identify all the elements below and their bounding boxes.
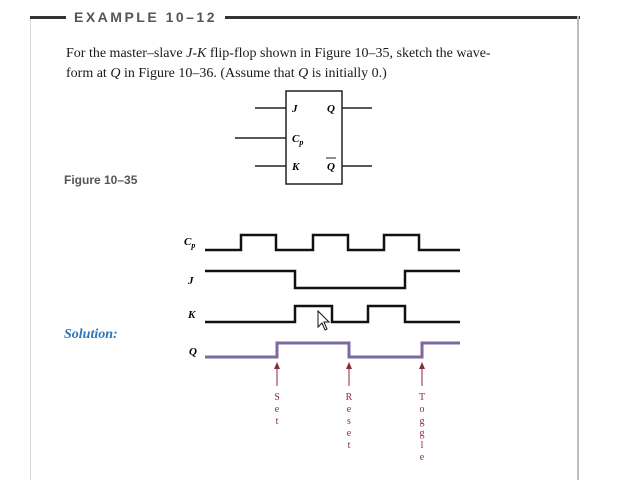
svg-text:t: t [347, 440, 351, 451]
cp-waveform [205, 235, 460, 250]
svg-text:l: l [420, 440, 424, 451]
svg-text:o: o [419, 404, 425, 415]
svg-text:R: R [345, 392, 353, 403]
svg-text:e: e [346, 428, 352, 439]
set-marker [274, 362, 280, 386]
pin-k-label: K [292, 161, 300, 173]
q-waveform [205, 343, 460, 357]
svg-text:g: g [419, 428, 425, 439]
problem-statement: For the master–slave J-K flip-flop shown in Figure 10–35, sketch the wave- form at Q in Figure 10–36. (Assume that Q is initially 0.) [66, 46, 491, 81]
svg-text:e: e [274, 404, 280, 415]
wave-k-label: K [188, 309, 196, 321]
reset-arrowhead [346, 362, 352, 369]
svg-text:e: e [346, 404, 352, 415]
wave-q-label: Q [189, 346, 197, 358]
svg-text:s: s [347, 416, 351, 427]
svg-text:g: g [419, 416, 425, 427]
set-annotation [274, 392, 280, 427]
set-arrowhead [274, 362, 280, 369]
example-title: EXAMPLE 10–12 [66, 9, 225, 25]
toggle-marker [419, 362, 425, 386]
pin-qbar-label: Q [327, 161, 335, 173]
reset-annotation [346, 392, 353, 451]
pin-cp-label: $C_p$ [292, 133, 304, 147]
pin-j-label: J [292, 103, 298, 115]
svg-text:t: t [275, 416, 279, 427]
j-waveform [205, 271, 460, 288]
svg-text:T: T [418, 392, 426, 403]
pin-q-label: Q [327, 103, 335, 115]
flip-flop-symbol [235, 91, 372, 184]
svg-text:e: e [419, 452, 425, 463]
k-waveform [205, 306, 460, 322]
figure-label: Figure 10–35 [64, 173, 138, 187]
svg-text:S: S [274, 392, 280, 403]
solution-label: Solution: [64, 327, 118, 342]
toggle-arrowhead [419, 362, 425, 369]
wave-cp-label: $C_p$ [184, 236, 196, 250]
mouse-cursor-icon [318, 311, 329, 330]
toggle-annotation [419, 392, 425, 463]
reset-marker [346, 362, 352, 386]
wave-j-label: J [188, 275, 194, 287]
